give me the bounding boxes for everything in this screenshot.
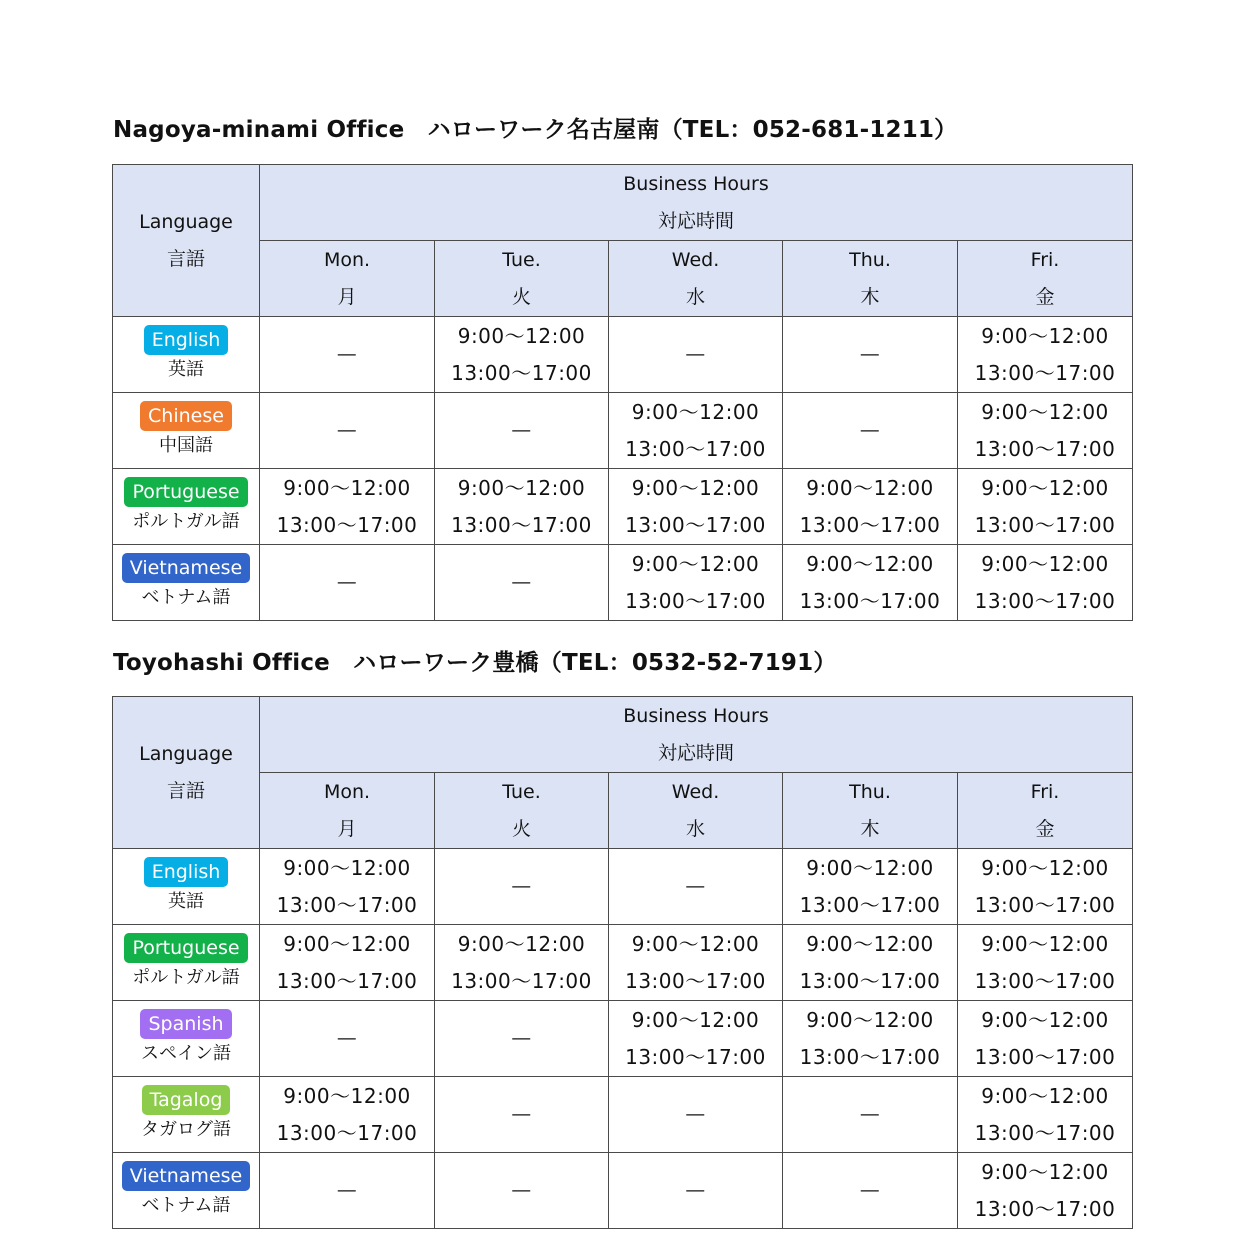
language-header-en: Language (139, 210, 233, 233)
language-cell (113, 317, 260, 393)
language-cell (113, 925, 260, 1001)
time-range: 9:00～12:00 (981, 475, 1109, 500)
time-range: 13:00～17:00 (276, 512, 418, 537)
hours-cell (783, 1153, 958, 1229)
hours-cell (958, 317, 1133, 393)
table-row (113, 849, 1133, 925)
language-name-jp: 英語 (168, 891, 204, 912)
hours-cell (609, 317, 783, 393)
unavailable-dash: ― (512, 876, 531, 897)
unavailable-dash: ― (512, 1180, 531, 1201)
language-badge: Vietnamese (122, 553, 250, 583)
hours-cell (260, 393, 435, 469)
hours-lines (260, 470, 434, 544)
day-label-en: Thu. (849, 780, 891, 803)
hours-lines (609, 1002, 782, 1076)
hours-cell (609, 849, 783, 925)
hours-lines (783, 926, 957, 1000)
hours-lines (783, 470, 957, 544)
day-header (609, 241, 783, 317)
hours-lines (609, 470, 782, 544)
time-range: 13:00～17:00 (974, 1044, 1116, 1069)
time-range: 13:00～17:00 (276, 1120, 418, 1145)
day-label-en: Wed. (671, 780, 720, 803)
unavailable-dash: ― (686, 344, 705, 365)
language-name-jp: ポルトガル語 (132, 511, 240, 532)
time-range: 9:00～12:00 (806, 551, 934, 576)
hours-lines (783, 1172, 957, 1209)
day-header (958, 773, 1133, 849)
language-cell (113, 1001, 260, 1077)
table-row (113, 1001, 1133, 1077)
day-label-en: Wed. (671, 248, 720, 271)
unavailable-dash: ― (512, 1028, 531, 1049)
language-badge: Vietnamese (122, 1161, 250, 1191)
time-range: 9:00～12:00 (981, 323, 1109, 348)
office-title-toyohashi: Toyohashi Office ハローワーク豊橋（TEL：0532-52-7191） (113, 650, 837, 676)
time-range: 9:00～12:00 (981, 1007, 1109, 1032)
day-header-labels (958, 774, 1132, 848)
hours-cell (435, 469, 609, 545)
day-header-labels (435, 774, 608, 848)
hours-cell (609, 393, 783, 469)
table-row (113, 925, 1133, 1001)
time-range: 13:00～17:00 (625, 512, 766, 537)
time-range: 9:00～12:00 (806, 1007, 934, 1032)
hours-cell (958, 1153, 1133, 1229)
language-badge: Portuguese (124, 477, 247, 507)
hours-lines (435, 1020, 608, 1057)
time-range: 9:00～12:00 (631, 399, 760, 424)
hours-lines (609, 546, 782, 620)
hours-cell (260, 1001, 435, 1077)
day-header (260, 241, 435, 317)
hours-cell (783, 469, 958, 545)
hours-cell (609, 469, 783, 545)
time-range: 13:00～17:00 (451, 512, 592, 537)
hours-lines (958, 850, 1132, 924)
day-header (435, 773, 609, 849)
time-range: 9:00～12:00 (457, 323, 586, 348)
hours-lines (435, 318, 608, 392)
time-range: 9:00～12:00 (806, 475, 934, 500)
day-header-labels (435, 242, 608, 316)
hours-lines (958, 394, 1132, 468)
unavailable-dash: ― (860, 1180, 880, 1201)
time-range: 9:00～12:00 (806, 855, 934, 880)
time-range: 13:00～17:00 (974, 436, 1116, 461)
day-label-jp: 火 (511, 817, 531, 840)
time-range: 9:00～12:00 (981, 855, 1109, 880)
unavailable-dash: ― (512, 1104, 531, 1125)
time-range: 13:00～17:00 (974, 512, 1116, 537)
table-row (113, 317, 1133, 393)
schedule-table-toyohashi (112, 696, 1133, 1229)
language-header (113, 697, 260, 849)
hours-cell (435, 1153, 609, 1229)
day-header-labels (783, 242, 957, 316)
business-hours-header-en: Business Hours (623, 172, 769, 195)
time-range: 13:00～17:00 (974, 588, 1116, 613)
time-range: 9:00～12:00 (806, 931, 934, 956)
language-cell (113, 469, 260, 545)
hours-cell (783, 849, 958, 925)
time-range: 9:00～12:00 (631, 1007, 760, 1032)
hours-cell (958, 849, 1133, 925)
unavailable-dash: ― (337, 572, 357, 593)
time-range: 9:00～12:00 (283, 475, 411, 500)
language-header-en: Language (139, 742, 233, 765)
hours-cell (260, 925, 435, 1001)
hours-cell (958, 469, 1133, 545)
hours-cell (783, 317, 958, 393)
day-header (783, 773, 958, 849)
time-range: 9:00～12:00 (631, 475, 760, 500)
day-header (260, 773, 435, 849)
time-range: 9:00～12:00 (283, 855, 411, 880)
day-label-en: Mon. (323, 780, 371, 803)
time-range: 9:00～12:00 (457, 931, 586, 956)
time-range: 13:00～17:00 (799, 512, 941, 537)
hours-cell (958, 393, 1133, 469)
hours-cell (435, 545, 609, 621)
schedule-table-nagoya-minami (112, 164, 1133, 621)
day-label-en: Fri. (1030, 248, 1060, 271)
hours-cell (958, 1001, 1133, 1077)
hours-lines (783, 1002, 957, 1076)
hours-lines (958, 546, 1132, 620)
day-label-jp: 火 (511, 285, 531, 308)
day-header (958, 241, 1133, 317)
hours-cell (609, 1153, 783, 1229)
unavailable-dash: ― (860, 420, 880, 441)
time-range: 9:00～12:00 (981, 551, 1109, 576)
time-range: 13:00～17:00 (276, 968, 418, 993)
table-row (113, 1077, 1133, 1153)
time-range: 13:00～17:00 (625, 1044, 766, 1069)
day-label-jp: 金 (1035, 285, 1055, 308)
time-range: 13:00～17:00 (974, 1120, 1116, 1145)
language-name-jp: スペイン語 (141, 1043, 231, 1064)
hours-cell (260, 469, 435, 545)
hours-cell (260, 545, 435, 621)
day-label-jp: 木 (860, 817, 880, 840)
hours-lines (260, 926, 434, 1000)
hours-lines (783, 546, 957, 620)
day-label-jp: 木 (860, 285, 880, 308)
time-range: 9:00～12:00 (981, 1159, 1109, 1184)
hours-cell (609, 1001, 783, 1077)
time-range: 9:00～12:00 (981, 1083, 1109, 1108)
hours-lines (609, 1172, 782, 1209)
day-label-en: Tue. (502, 248, 541, 271)
hours-lines (435, 1096, 608, 1133)
time-range: 13:00～17:00 (799, 588, 941, 613)
day-label-jp: 金 (1035, 817, 1055, 840)
time-range: 13:00～17:00 (276, 892, 418, 917)
unavailable-dash: ― (512, 420, 531, 441)
language-name-jp: タガログ語 (141, 1119, 231, 1140)
unavailable-dash: ― (686, 1180, 705, 1201)
hours-cell (958, 925, 1133, 1001)
time-range: 9:00～12:00 (981, 399, 1109, 424)
language-badge: Spanish (140, 1009, 231, 1039)
time-range: 9:00～12:00 (631, 551, 760, 576)
time-range: 9:00～12:00 (283, 931, 411, 956)
hours-cell (435, 1077, 609, 1153)
day-label-en: Fri. (1030, 780, 1060, 803)
day-label-en: Tue. (502, 780, 541, 803)
unavailable-dash: ― (686, 1104, 705, 1125)
day-label-jp: 水 (685, 285, 705, 308)
time-range: 13:00～17:00 (625, 436, 766, 461)
table-row (113, 545, 1133, 621)
language-header-jp: 言語 (166, 779, 205, 802)
day-header-labels (609, 242, 782, 316)
time-range: 13:00～17:00 (974, 968, 1116, 993)
language-badge: English (144, 325, 229, 355)
hours-lines (783, 412, 957, 449)
hours-cell (958, 1077, 1133, 1153)
time-range: 13:00～17:00 (625, 968, 766, 993)
unavailable-dash: ― (337, 1028, 357, 1049)
hours-lines (260, 564, 434, 601)
time-range: 9:00～12:00 (631, 931, 760, 956)
day-header (435, 241, 609, 317)
unavailable-dash: ― (337, 1180, 357, 1201)
hours-lines (609, 1096, 782, 1133)
unavailable-dash: ― (337, 344, 357, 365)
time-range: 13:00～17:00 (974, 360, 1116, 385)
hours-lines (435, 1172, 608, 1209)
language-badge: English (144, 857, 229, 887)
time-range: 13:00～17:00 (974, 1196, 1116, 1221)
hours-lines (958, 318, 1132, 392)
table-row (113, 393, 1133, 469)
day-label-jp: 水 (685, 817, 705, 840)
language-cell (113, 545, 260, 621)
day-header-labels (783, 774, 957, 848)
business-hours-header-jp: 対応時間 (658, 209, 735, 232)
business-hours-header-jp: 対応時間 (658, 741, 735, 764)
business-hours-header-en: Business Hours (623, 704, 769, 727)
hours-cell (260, 1153, 435, 1229)
language-badge: Tagalog (142, 1085, 231, 1115)
day-header-labels (609, 774, 782, 848)
hours-lines (958, 1154, 1132, 1228)
unavailable-dash: ― (860, 344, 880, 365)
hours-cell (435, 925, 609, 1001)
hours-lines (609, 394, 782, 468)
time-range: 13:00～17:00 (451, 968, 592, 993)
language-cell (113, 393, 260, 469)
day-label-jp: 月 (337, 285, 357, 308)
language-name-jp: ベトナム語 (141, 587, 231, 608)
day-label-jp: 月 (337, 817, 357, 840)
unavailable-dash: ― (860, 1104, 880, 1125)
hours-cell (435, 1001, 609, 1077)
day-header (609, 773, 783, 849)
hours-lines (609, 926, 782, 1000)
hours-lines (783, 850, 957, 924)
language-name-jp: ポルトガル語 (132, 967, 240, 988)
language-cell (113, 849, 260, 925)
day-header-labels (260, 774, 434, 848)
hours-lines (435, 868, 608, 905)
time-range: 13:00～17:00 (799, 892, 941, 917)
hours-lines (958, 470, 1132, 544)
hours-cell (260, 317, 435, 393)
language-cell (113, 1153, 260, 1229)
hours-cell (260, 1077, 435, 1153)
hours-lines (783, 336, 957, 373)
hours-lines (260, 1078, 434, 1152)
language-header-jp: 言語 (166, 247, 205, 270)
hours-cell (609, 925, 783, 1001)
hours-lines (435, 412, 608, 449)
hours-cell (435, 393, 609, 469)
language-badge: Chinese (140, 401, 232, 431)
unavailable-dash: ― (686, 876, 705, 897)
time-range: 9:00～12:00 (283, 1083, 411, 1108)
hours-lines (958, 1002, 1132, 1076)
hours-cell (260, 849, 435, 925)
hours-lines (783, 1096, 957, 1133)
table-row (113, 1153, 1133, 1229)
language-header (113, 165, 260, 317)
hours-cell (783, 1077, 958, 1153)
language-badge: Portuguese (124, 933, 247, 963)
day-header-labels (260, 242, 434, 316)
hours-lines (435, 470, 608, 544)
hours-lines (260, 850, 434, 924)
time-range: 13:00～17:00 (625, 588, 766, 613)
time-range: 13:00～17:00 (799, 1044, 941, 1069)
table-row (113, 469, 1133, 545)
time-range: 9:00～12:00 (981, 931, 1109, 956)
hours-lines (260, 336, 434, 373)
hours-lines (260, 1020, 434, 1057)
day-label-en: Thu. (849, 248, 891, 271)
hours-lines (958, 926, 1132, 1000)
day-label-en: Mon. (323, 248, 371, 271)
hours-cell (783, 393, 958, 469)
hours-lines (609, 868, 782, 905)
unavailable-dash: ― (337, 420, 357, 441)
hours-lines (958, 1078, 1132, 1152)
hours-cell (958, 545, 1133, 621)
hours-lines (435, 564, 608, 601)
business-hours-header (260, 697, 1133, 773)
hours-cell (783, 1001, 958, 1077)
hours-lines (260, 1172, 434, 1209)
hours-lines (609, 336, 782, 373)
time-range: 13:00～17:00 (974, 892, 1116, 917)
time-range: 13:00～17:00 (451, 360, 592, 385)
unavailable-dash: ― (512, 572, 531, 593)
business-hours-header (260, 165, 1133, 241)
time-range: 13:00～17:00 (799, 968, 941, 993)
hours-cell (435, 849, 609, 925)
hours-lines (260, 412, 434, 449)
language-name-jp: 中国語 (159, 435, 213, 456)
hours-cell (609, 1077, 783, 1153)
hours-cell (435, 317, 609, 393)
hours-cell (783, 545, 958, 621)
language-cell (113, 1077, 260, 1153)
language-name-jp: 英語 (168, 359, 204, 380)
day-header (783, 241, 958, 317)
hours-cell (609, 545, 783, 621)
day-header-labels (958, 242, 1132, 316)
office-title-nagoya-minami: Nagoya-minami Office ハローワーク名古屋南（TEL：052-681-1211） (113, 117, 958, 143)
time-range: 9:00～12:00 (457, 475, 586, 500)
hours-lines (435, 926, 608, 1000)
hours-cell (783, 925, 958, 1001)
language-name-jp: ベトナム語 (141, 1195, 231, 1216)
